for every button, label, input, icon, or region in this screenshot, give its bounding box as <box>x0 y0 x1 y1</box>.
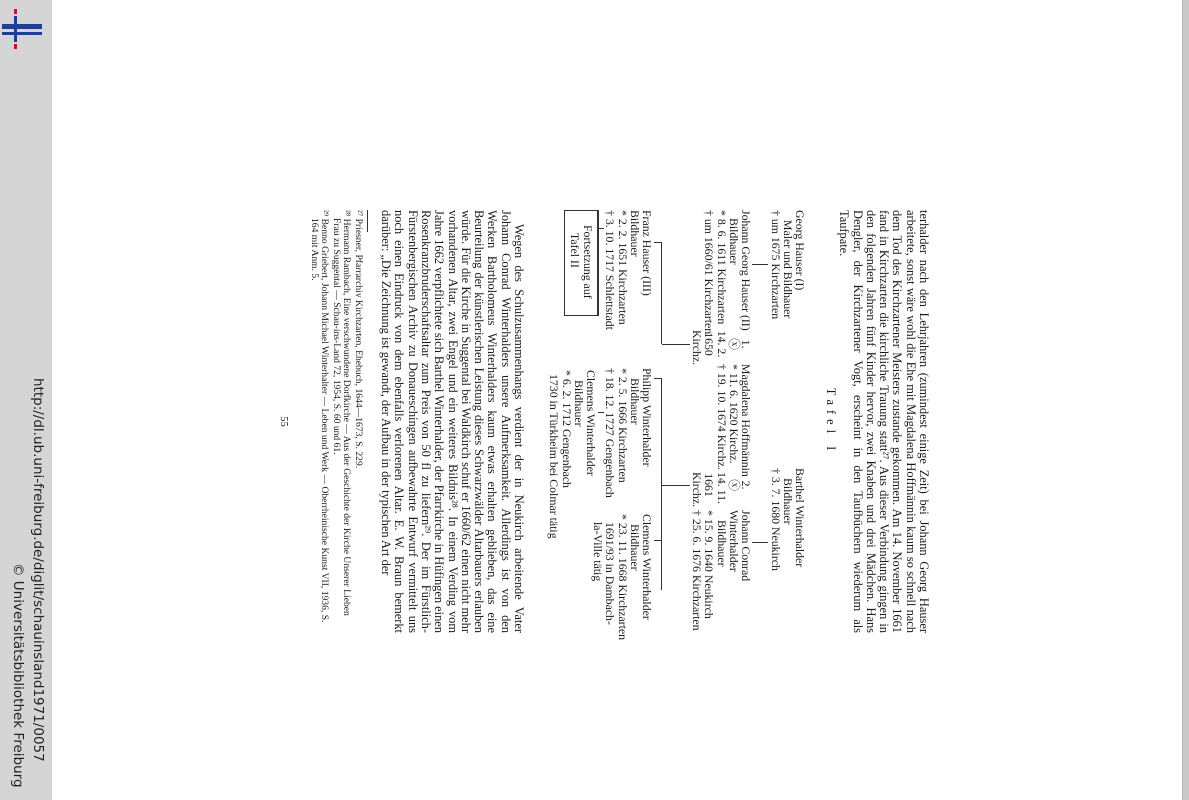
vertical-scrollbar[interactable] <box>1182 0 1189 800</box>
node-barthel-winterhalder: Barthel Winterhalder Bildhauer † 3. 7. 1680 Neukirch <box>768 468 807 571</box>
node-magdalena-hoffmaennin: Magdalena Hoffmännin * 11. 6. 1620 Kirchz. † 19. 10. 1674 Kirchz. <box>714 364 753 477</box>
marriage-2: 2. ⓧ 14. 11. 1661 Kirchz. <box>690 472 753 508</box>
node-georg-hauser: Georg Hauser (I) Maler und Bildhauer † um 1675 Kirchzarten <box>768 210 807 320</box>
footnotes <box>307 210 368 633</box>
tafel-title: Tafel I <box>824 387 838 456</box>
tree-line <box>598 412 604 413</box>
footnote-rule <box>367 210 368 232</box>
tree-line <box>654 540 662 541</box>
credits <box>0 0 52 800</box>
body-paragraph: Wegen des Schulzusammenhangs verdient der in Neukirch arbeitende Vater Johann Conrad Winterhalders unsere Aufmerksamkeit. Allerdings ist von den Werken Bartholomeus Winterhalders kaum etwas erhalten geblieben, das eine Beurteilung der künstlerischen Leistung dieses Schwarzwälder Altarbauers erlauben würde. Für die Kirche in Suggental bei Waldkirch schuf er 1660/62 einen nicht mehr vorhandenen Altar, zwei Engel und ein weiteres Bildnis²⁸. In einem Verding vom Jahre 1662 verpflichtete sich Barthel Winterhalder, der Pfarrkirche in Hüfingen einen Rosenkranzbruderschaftsaltar zum Preis von 50 fl zu liefern²⁹. Der im Fürstlich-Fürstenbergischen Archiv zu Donaueschingen aufbewahrte Entwurf vermittelt uns noch einen Eindruck von dem ebenfalls verlorenen Altar. E. W. Braun bemerkt darüber: „Die Zeichnung ist gewandt, der Aufbau in der typischen Art der <box>379 210 526 633</box>
footnote-29: ²⁹ Benno Griebert, Johann Michael Winterhalter — Leben und Werk — Oberrheinische Kunst VII, 1936, S. 164 mit Anm. 5. <box>308 210 331 623</box>
tree-line <box>654 378 662 379</box>
tree-line <box>661 242 662 344</box>
node-clemens-winterhalder-1668: Clemens Winterhalder Bildhauer * 23. 11. 1668 Kirchzarten 1691/93 in Dambach- la-Ville tätig <box>591 514 654 641</box>
footnote-27: ²⁷ Priesner, Pfarrarchiv Kirchzarten, Ehebuch, 1644—1673, S. 229. <box>353 210 364 469</box>
footnote-28: ²⁸ Hermann Rambach, Eine verschwundene Dorfkirche — Aus der Geschichte der Kirche Unserer Lieben Frau zu Suggental — Schau-ins-Land 72, 1954, S. 60 und 61. <box>330 210 353 616</box>
tree-line <box>654 242 662 243</box>
viewer-sidebar <box>0 0 52 800</box>
tree-line <box>752 264 768 265</box>
node-clemens-winterhalder-1712: Clemens Winterhalder Bildhauer * 6. 2. 1712 Gengenbach 1730 in Türkheim bei Colmar tätig <box>547 370 598 539</box>
tree-line <box>752 542 768 543</box>
copyright-notice: © Universitätsbibliothek Freiburg <box>10 563 26 788</box>
node-johann-georg-hauser: Johann Georg Hauser (II) Bildhauer * 8. 6. 1611 Kirchzarten † um 1660/61 Kirchzarten <box>702 210 753 335</box>
page-viewport[interactable] <box>52 0 1179 800</box>
tree-line <box>662 485 690 486</box>
node-johann-conrad-winterhalder: Johann Conrad Winterhalder Bildhauer * 15. 9. 1640 Neukirch † 25. 6. 1676 Kirchzarten <box>690 510 753 631</box>
marriage-1: 1. ⓧ 14. 2. 1650 Kirchz. <box>690 330 753 366</box>
top-paragraph: terhalder nach den Lehrjahren (zumindest einige Zeit) bei Johann Georg Hauser arbeitete, sonst wäre wohl die Ehe mit Magdalena Hoffmännin kaum so schnell nach dem Tod des Kirchzartener Meisters zustande gekommen. Am 14. November 1661 fand in Kirchzarten die kirchliche Trauung statt²⁷. Aus dieser Verbindung gingen in den folgenden Jahren fünf Kinder hervor, zwei Knaben und drei Mädchen. Hans Dengler, der Kirchzartener Vogt, erscheint in den Taufbüchern wiederum als Taufpate. <box>837 210 931 633</box>
source-url[interactable]: http://dl.ub.uni-freiburg.de/diglit/schauinsland1971/0057 <box>30 378 46 762</box>
scrollbar-thumb[interactable] <box>1182 0 1189 800</box>
tree-line <box>662 344 690 345</box>
node-franz-hauser: Franz Hauser (III) Bildhauer * 2. 2. 1651 Kirchzarten † 3. 10. 1717 Schlettstadt <box>603 210 654 330</box>
tree-line <box>661 378 662 590</box>
node-philipp-winterhalder: Philipp Winterhalder Bildhauer * 2. 5. 1666 Kirchzarten † 18. 12. 1727 Gengenbach <box>603 368 654 498</box>
scanned-page <box>230 210 930 650</box>
continuation-box: Fortsetzung auf Tafel II <box>564 210 599 316</box>
page-number: 55 <box>278 416 289 427</box>
